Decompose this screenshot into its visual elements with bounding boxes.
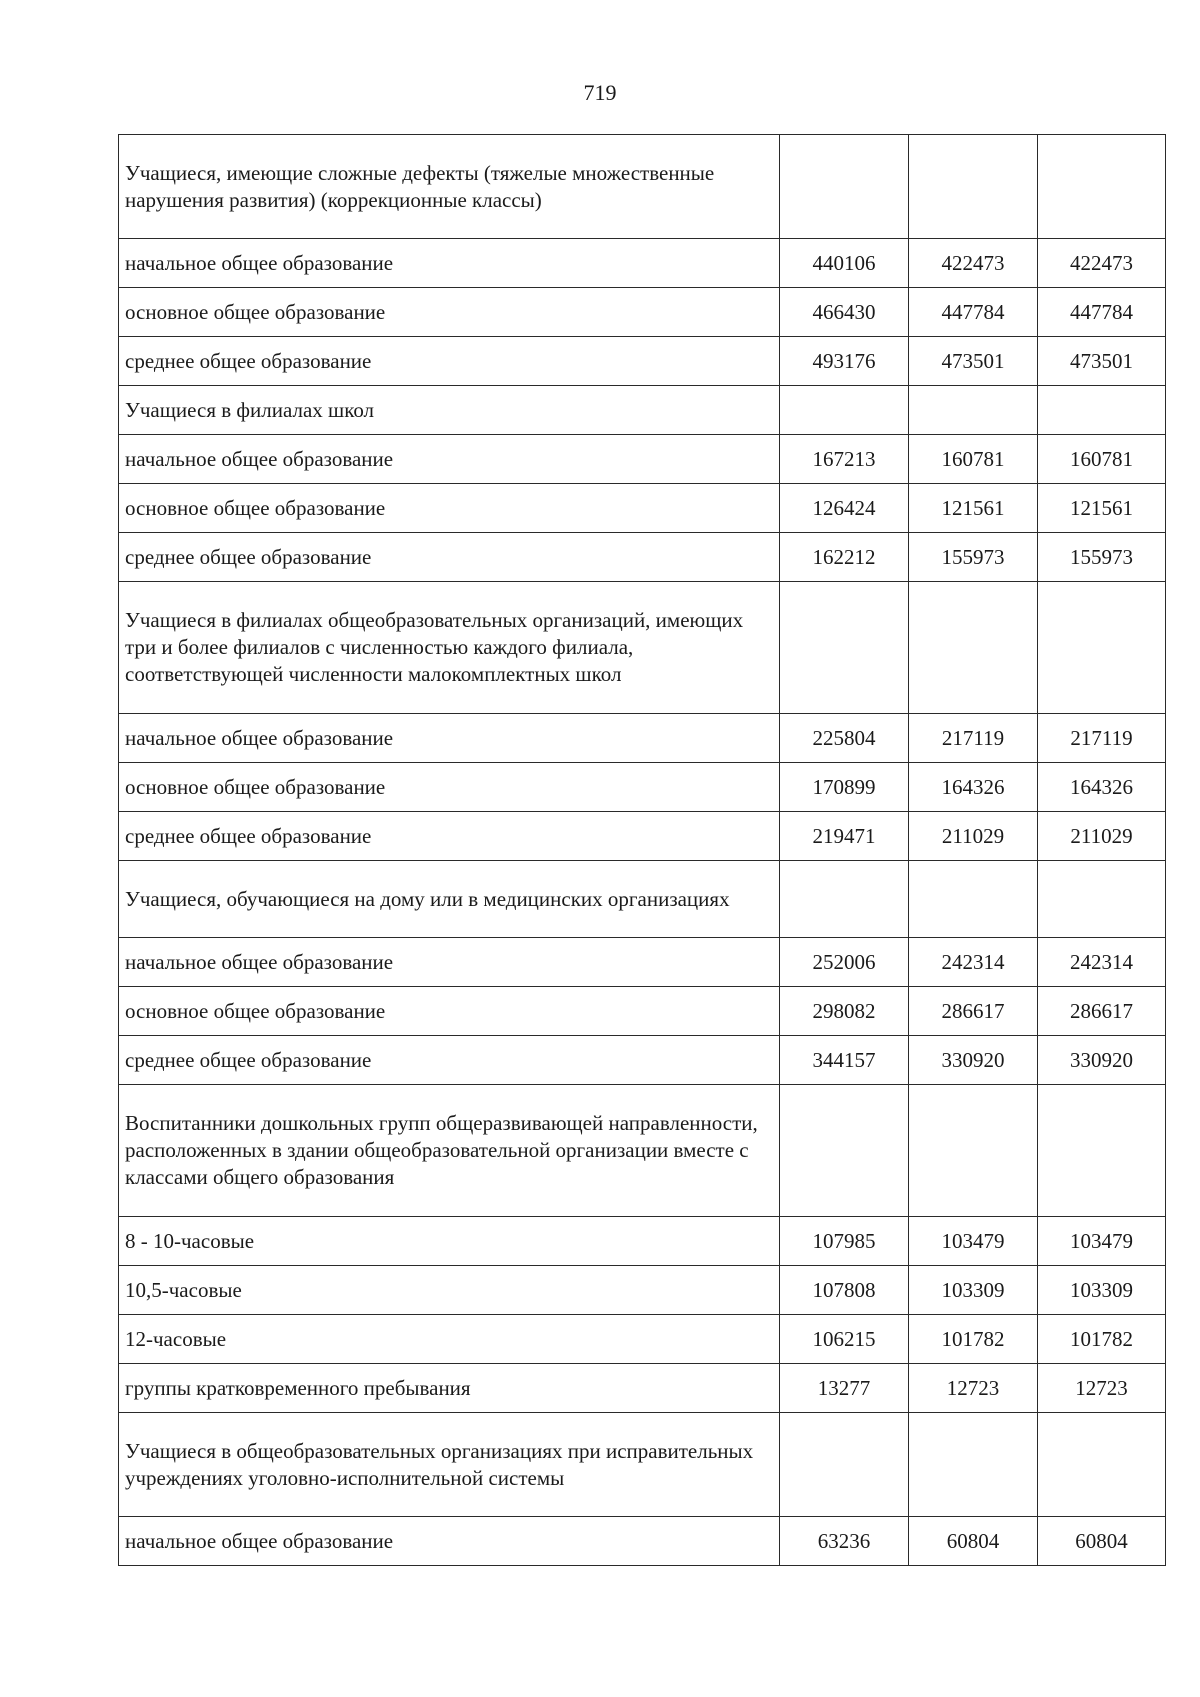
value-cell-1: 493176 (780, 337, 909, 386)
value-cell-2 (909, 135, 1038, 239)
value-cell-1: 63236 (780, 1517, 909, 1566)
value-cell-2: 101782 (909, 1315, 1038, 1364)
value-cell-2: 121561 (909, 484, 1038, 533)
value-cell-3: 101782 (1038, 1315, 1166, 1364)
table-row (119, 533, 1166, 582)
value-cell-3: 330920 (1038, 1036, 1166, 1085)
table-row (119, 1085, 1166, 1217)
table-row (119, 763, 1166, 812)
value-cell-1: 440106 (780, 239, 909, 288)
row-label: среднее общее образование (119, 337, 780, 386)
row-label: начальное общее образование (119, 239, 780, 288)
value-cell-2: 160781 (909, 435, 1038, 484)
table-row (119, 1217, 1166, 1266)
row-label: основное общее образование (119, 288, 780, 337)
value-cell-1: 252006 (780, 938, 909, 987)
value-cell-1: 344157 (780, 1036, 909, 1085)
value-cell-1 (780, 582, 909, 714)
value-cell-2: 286617 (909, 987, 1038, 1036)
value-cell-2 (909, 1085, 1038, 1217)
row-label: основное общее образование (119, 987, 780, 1036)
value-cell-2: 155973 (909, 533, 1038, 582)
value-cell-1 (780, 861, 909, 938)
value-cell-3: 60804 (1038, 1517, 1166, 1566)
value-cell-3 (1038, 386, 1166, 435)
value-cell-3 (1038, 582, 1166, 714)
row-label: начальное общее образование (119, 1517, 780, 1566)
row-label: Воспитанники дошкольных групп общеразвивающей направленности, расположенных в здании общеобразовательной организации вместе с классами общего образования (119, 1085, 780, 1217)
value-cell-2 (909, 861, 1038, 938)
value-cell-3: 447784 (1038, 288, 1166, 337)
table-row (119, 861, 1166, 938)
value-cell-1: 107985 (780, 1217, 909, 1266)
row-label: Учащиеся, имеющие сложные дефекты (тяжелые множественные нарушения развития) (коррекционные классы) (119, 135, 780, 239)
row-label: начальное общее образование (119, 435, 780, 484)
table-row (119, 435, 1166, 484)
table-row (119, 239, 1166, 288)
table-row (119, 938, 1166, 987)
value-cell-3: 217119 (1038, 714, 1166, 763)
value-cell-1: 162212 (780, 533, 909, 582)
value-cell-3: 155973 (1038, 533, 1166, 582)
row-label: основное общее образование (119, 763, 780, 812)
value-cell-2: 60804 (909, 1517, 1038, 1566)
table-body (119, 135, 1166, 1566)
row-label: группы кратковременного пребывания (119, 1364, 780, 1413)
row-label: основное общее образование (119, 484, 780, 533)
value-cell-3: 422473 (1038, 239, 1166, 288)
value-cell-1: 167213 (780, 435, 909, 484)
table-row (119, 337, 1166, 386)
value-cell-3: 103309 (1038, 1266, 1166, 1315)
value-cell-2 (909, 582, 1038, 714)
table-row (119, 812, 1166, 861)
value-cell-1: 298082 (780, 987, 909, 1036)
value-cell-1: 13277 (780, 1364, 909, 1413)
value-cell-2: 211029 (909, 812, 1038, 861)
table-row (119, 484, 1166, 533)
table-row (119, 1364, 1166, 1413)
value-cell-1: 225804 (780, 714, 909, 763)
row-label: 8 - 10-часовые (119, 1217, 780, 1266)
table-row (119, 386, 1166, 435)
value-cell-3: 286617 (1038, 987, 1166, 1036)
value-cell-1: 466430 (780, 288, 909, 337)
row-label: 12-часовые (119, 1315, 780, 1364)
table-row (119, 1036, 1166, 1085)
value-cell-1: 126424 (780, 484, 909, 533)
value-cell-2: 422473 (909, 239, 1038, 288)
row-label: 10,5-часовые (119, 1266, 780, 1315)
value-cell-2: 473501 (909, 337, 1038, 386)
value-cell-3: 121561 (1038, 484, 1166, 533)
value-cell-3: 103479 (1038, 1217, 1166, 1266)
value-cell-3: 160781 (1038, 435, 1166, 484)
row-label: среднее общее образование (119, 812, 780, 861)
row-label: Учащиеся в филиалах общеобразовательных организаций, имеющих три и более филиалов с численностью каждого филиала, соответствующей численности малокомплектных школ (119, 582, 780, 714)
table-row (119, 288, 1166, 337)
value-cell-2: 217119 (909, 714, 1038, 763)
value-cell-1: 106215 (780, 1315, 909, 1364)
table-row (119, 1517, 1166, 1566)
value-cell-2: 164326 (909, 763, 1038, 812)
row-label: среднее общее образование (119, 1036, 780, 1085)
row-label: Учащиеся в общеобразовательных организациях при исправительных учреждениях уголовно-исполнительной системы (119, 1413, 780, 1517)
value-cell-1: 219471 (780, 812, 909, 861)
value-cell-2: 103309 (909, 1266, 1038, 1315)
value-cell-3: 242314 (1038, 938, 1166, 987)
table-row (119, 1266, 1166, 1315)
row-label: Учащиеся, обучающиеся на дому или в медицинских организациях (119, 861, 780, 938)
row-label: начальное общее образование (119, 938, 780, 987)
value-cell-1 (780, 386, 909, 435)
value-cell-1 (780, 1413, 909, 1517)
value-cell-1: 107808 (780, 1266, 909, 1315)
value-cell-2: 242314 (909, 938, 1038, 987)
value-cell-2: 447784 (909, 288, 1038, 337)
value-cell-3 (1038, 135, 1166, 239)
value-cell-1: 170899 (780, 763, 909, 812)
value-cell-2 (909, 1413, 1038, 1517)
value-cell-2: 12723 (909, 1364, 1038, 1413)
row-label: начальное общее образование (119, 714, 780, 763)
value-cell-3: 211029 (1038, 812, 1166, 861)
value-cell-3: 164326 (1038, 763, 1166, 812)
value-cell-3: 12723 (1038, 1364, 1166, 1413)
row-label: среднее общее образование (119, 533, 780, 582)
value-cell-3 (1038, 1413, 1166, 1517)
value-cell-3: 473501 (1038, 337, 1166, 386)
table-row (119, 987, 1166, 1036)
value-cell-2: 330920 (909, 1036, 1038, 1085)
row-label: Учащиеся в филиалах школ (119, 386, 780, 435)
table-row (119, 1413, 1166, 1517)
value-cell-2 (909, 386, 1038, 435)
table-row (119, 135, 1166, 239)
page-number: 719 (583, 80, 617, 105)
value-cell-1 (780, 1085, 909, 1217)
data-table (118, 134, 1166, 1566)
value-cell-2: 103479 (909, 1217, 1038, 1266)
value-cell-1 (780, 135, 909, 239)
table-row (119, 582, 1166, 714)
table-row (119, 714, 1166, 763)
value-cell-3 (1038, 1085, 1166, 1217)
table-row (119, 1315, 1166, 1364)
value-cell-3 (1038, 861, 1166, 938)
